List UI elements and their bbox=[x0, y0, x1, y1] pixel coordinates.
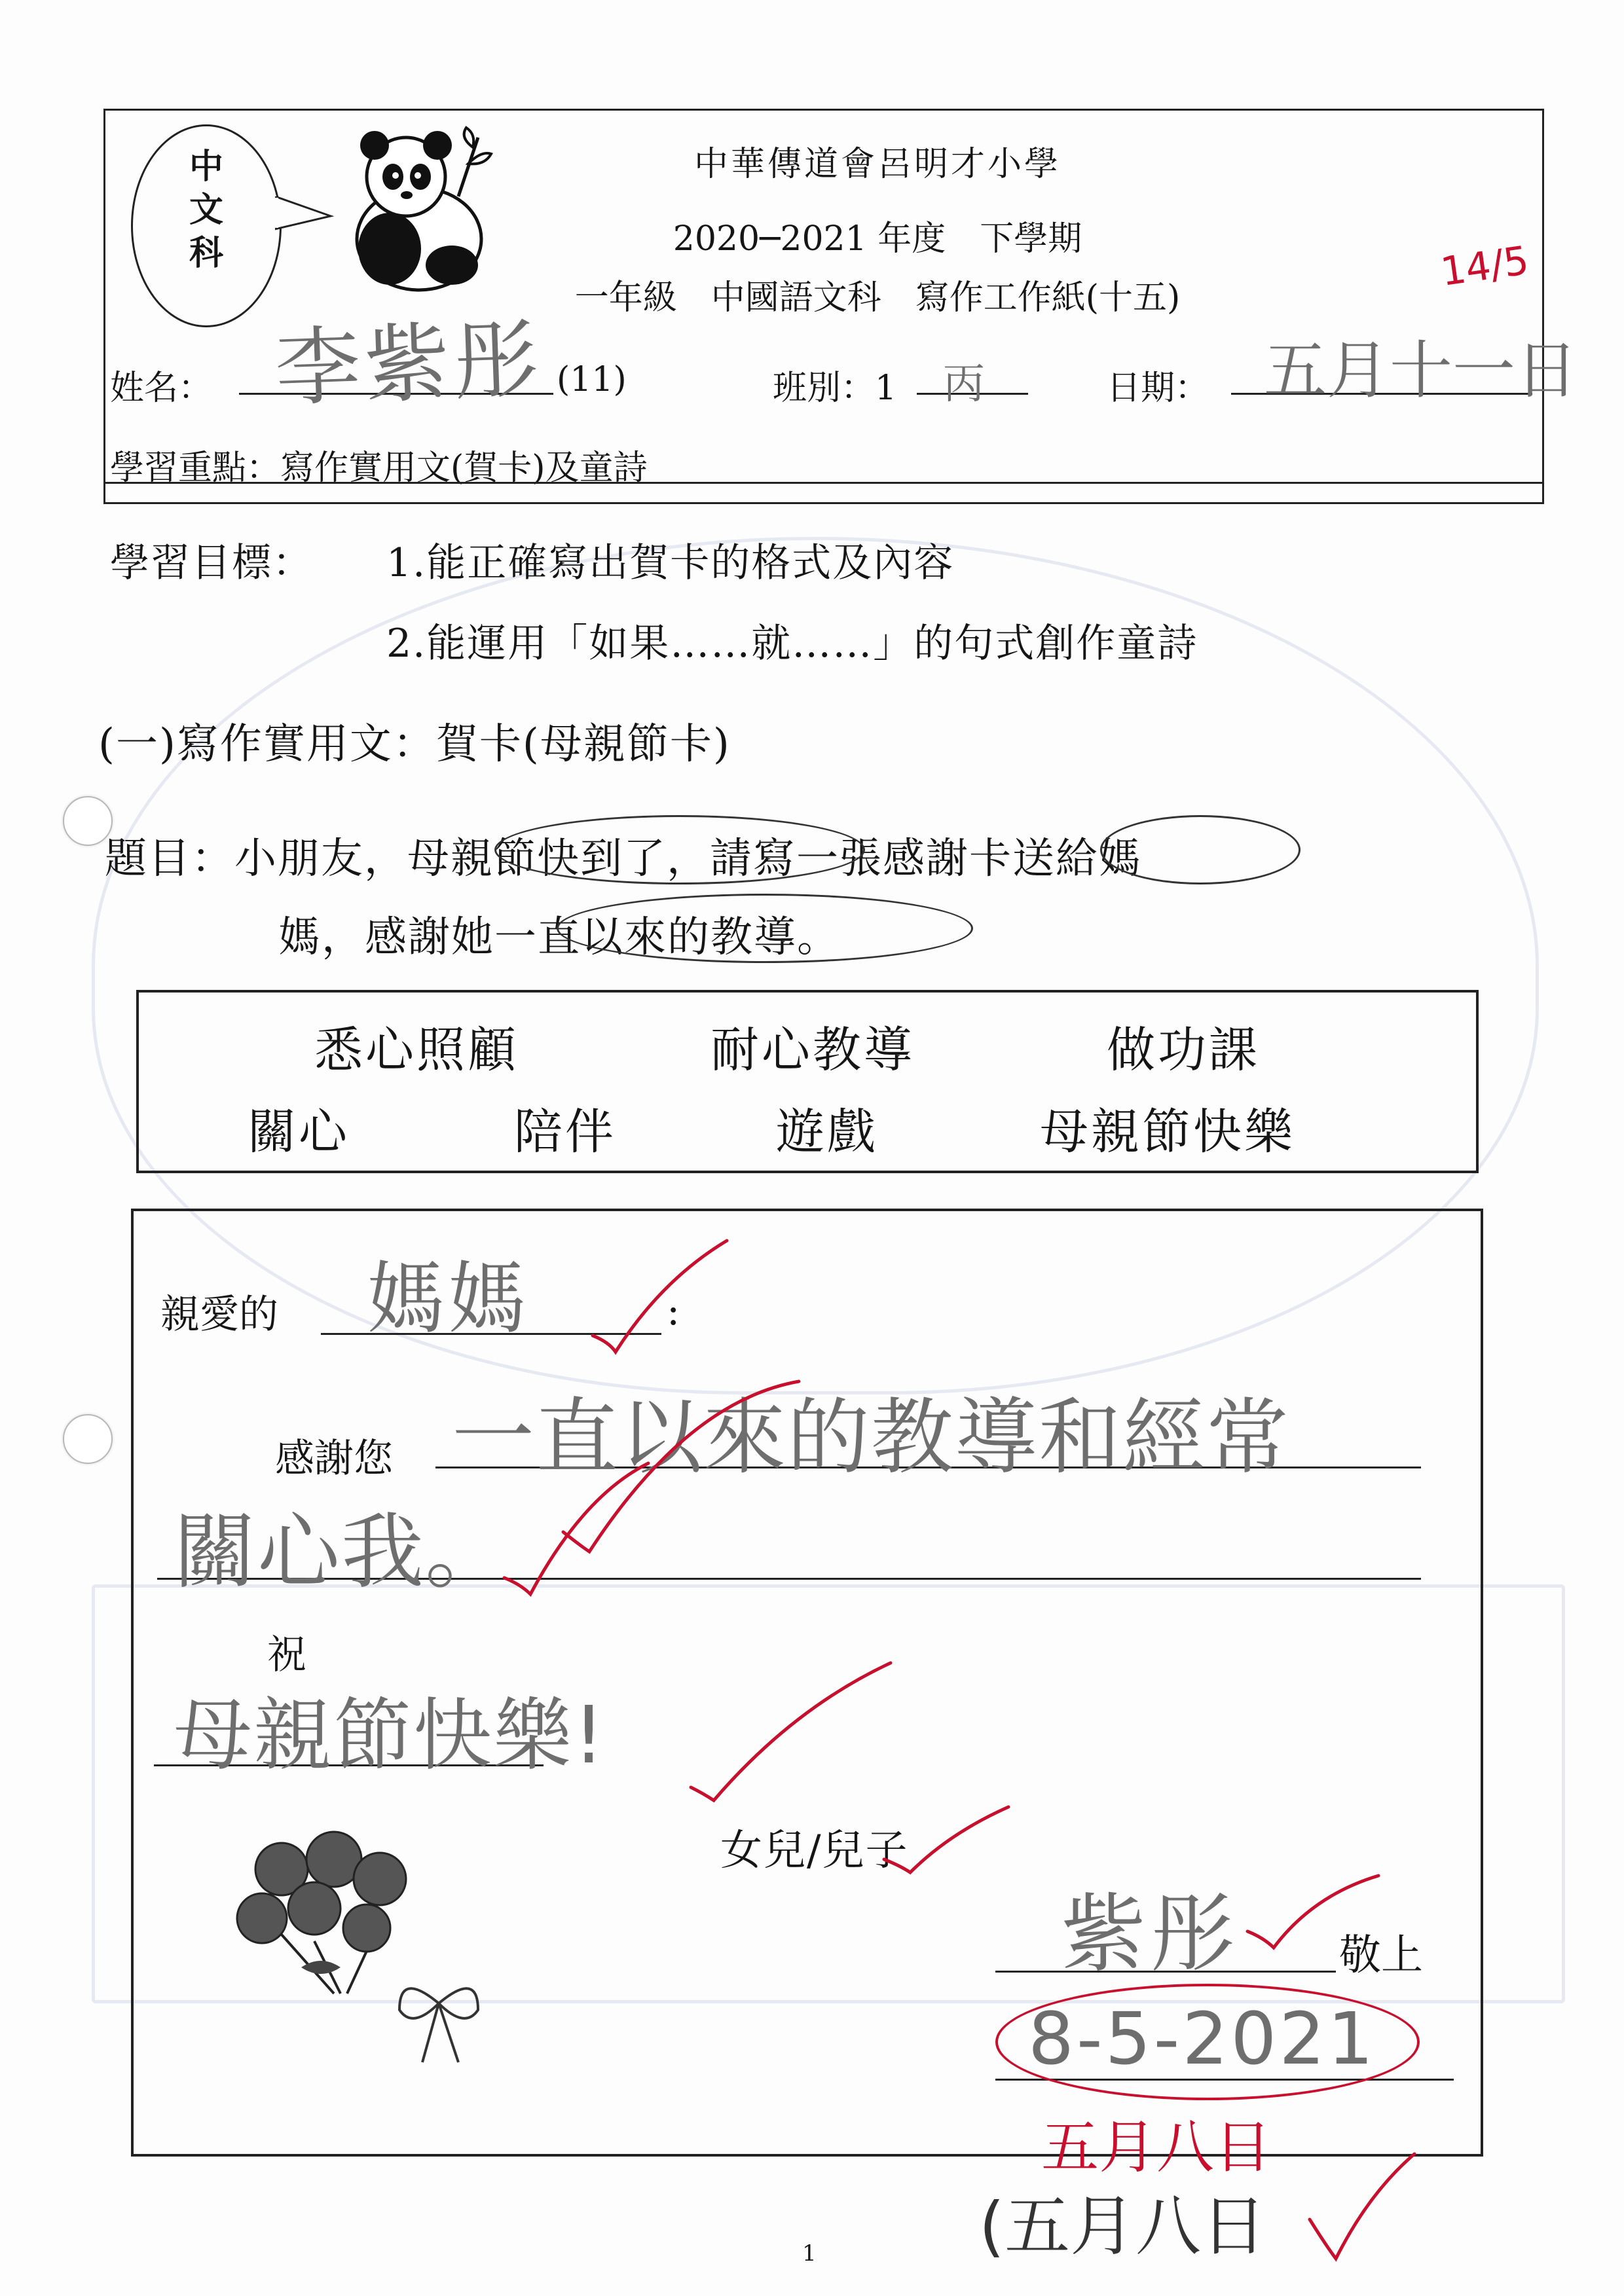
signer-name: 紫彤 bbox=[1061, 1884, 1240, 1984]
academic-year: 2020─2021 年度 下學期 bbox=[673, 219, 1082, 259]
word-bank-item: 耐心教導 bbox=[710, 1022, 915, 1078]
class-number: (11) bbox=[557, 360, 627, 399]
word-bank-item: 母親節快樂 bbox=[1040, 1104, 1295, 1160]
word-bank-item: 陪伴 bbox=[514, 1104, 616, 1160]
prompt-line-1: 題目：小朋友，母親節快到了，請寫一張感謝卡送給媽 bbox=[105, 835, 1142, 883]
student-name: 李紫彤 bbox=[273, 309, 544, 419]
subject-badge-text: 中 文 科 bbox=[189, 147, 223, 273]
word-bank-item: 悉心照顧 bbox=[314, 1022, 519, 1078]
name-label: 姓名： bbox=[110, 369, 213, 408]
objectives-label: 學習目標： bbox=[110, 540, 313, 586]
date-written: 五月十一日 bbox=[1264, 334, 1578, 407]
learning-focus: 學習重點：寫作實用文(賀卡)及童詩 bbox=[110, 448, 648, 488]
thanks-text-1: 一直以來的教導和經常 bbox=[452, 1389, 1290, 1485]
worksheet-title: 一年級 中國語文科 寫作工作紙(十五) bbox=[574, 278, 1181, 318]
score-mark: 14/5 bbox=[1437, 237, 1532, 296]
objective-1: 1.能正確寫出賀卡的格式及內容 bbox=[386, 540, 955, 586]
word-bank-item: 遊戲 bbox=[776, 1104, 878, 1160]
wish-label: 祝 bbox=[267, 1632, 306, 1678]
word-bank-item: 做功課 bbox=[1107, 1022, 1260, 1078]
prompt-line-2: 媽，感謝她一直以來的教導。 bbox=[278, 913, 840, 962]
class-section: 丙 bbox=[943, 360, 985, 409]
salutation-colon: : bbox=[667, 1288, 680, 1334]
pencil-correction-date: (五月八日 bbox=[979, 2188, 1267, 2265]
card-date: 8-5-2021 bbox=[1028, 1997, 1376, 2081]
page-number: 1 bbox=[802, 2240, 817, 2267]
respect-label: 敬上 bbox=[1339, 1931, 1423, 1980]
salutation-label: 親愛的 bbox=[160, 1292, 278, 1338]
school-name: 中華傳道會呂明才小學 bbox=[693, 145, 1061, 184]
class-label: 班別：1 bbox=[773, 369, 897, 408]
salutation-value: 媽媽 bbox=[367, 1254, 529, 1345]
section-title: (一)寫作實用文：賀卡(母親節卡) bbox=[98, 720, 731, 769]
wish-value: 母親節快樂! bbox=[174, 1690, 606, 1781]
date-label: 日期： bbox=[1107, 369, 1209, 408]
objective-2: 2.能運用「如果……就……」的句式創作童詩 bbox=[386, 621, 1198, 666]
thanks-label: 感謝您 bbox=[275, 1436, 393, 1482]
red-correction-date: 五月八日 bbox=[1041, 2113, 1272, 2181]
word-bank-item: 關心 bbox=[248, 1104, 350, 1160]
signoff-label: 女兒/兒子 bbox=[720, 1827, 909, 1875]
thanks-text-2: 關心我。 bbox=[174, 1504, 509, 1600]
